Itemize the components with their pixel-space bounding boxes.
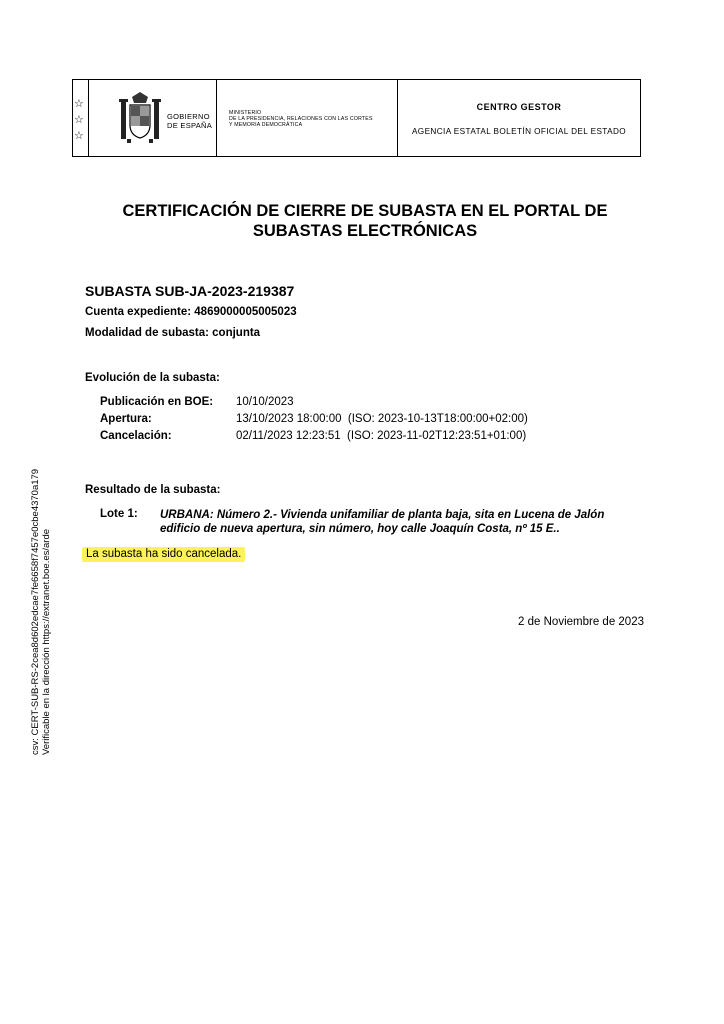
gestor-title: CENTRO GESTOR <box>476 102 562 112</box>
government-label: GOBIERNO DE ESPAÑA <box>167 112 213 130</box>
evolucion-label: Evolución de la subasta: <box>85 372 220 384</box>
cuenta-expediente: Cuenta expediente: 4869000005005023 <box>85 306 297 318</box>
header-box <box>72 79 641 157</box>
ministry-cell <box>217 80 398 156</box>
lote-description: URBANA: Número 2.- Vivienda unifamiliar de planta baja, sita en Lucena de Jalón edificio de nueva apertura, sin número, hoy calle Joaquín Costa, nº 15 E.. <box>160 509 605 535</box>
ministry-label: MINISTERIO DE LA PRESIDENCIA, RELACIONES CON LAS CORTES Y MEMORIA DEMOCRÁTICA <box>229 110 373 128</box>
government-emblem-cell <box>89 80 217 156</box>
stars-column <box>73 80 89 156</box>
star-icon: ☆ <box>74 113 84 126</box>
gestor-name: AGENCIA ESTATAL BOLETÍN OFICIAL DEL ESTADO <box>411 127 627 136</box>
star-icon: ☆ <box>74 129 84 142</box>
document-title: CERTIFICACIÓN DE CIERRE DE SUBASTA EN EL PORTAL DE SUBASTAS ELECTRÓNICAS <box>122 202 608 240</box>
lote-label: Lote 1: <box>100 508 138 520</box>
gestor-cell <box>398 80 640 156</box>
subasta-id: SUBASTA SUB-JA-2023-219387 <box>85 283 295 299</box>
modalidad-subasta: Modalidad de subasta: conjunta <box>85 327 261 339</box>
document-date: 2 de Noviembre de 2023 <box>518 616 644 628</box>
star-icon: ☆ <box>74 97 84 110</box>
status-highlight: La subasta ha sido cancelada. <box>82 547 245 562</box>
coat-of-arms-icon <box>119 91 161 147</box>
resultado-label: Resultado de la subasta: <box>85 484 221 496</box>
csv-verification-text: csv: CERT-SUB-RS-2cea8d602edcae7fe6658f7457e0cbe4370a179 Verificable en la dirección https://extranet.boe.es/arde <box>30 468 52 755</box>
